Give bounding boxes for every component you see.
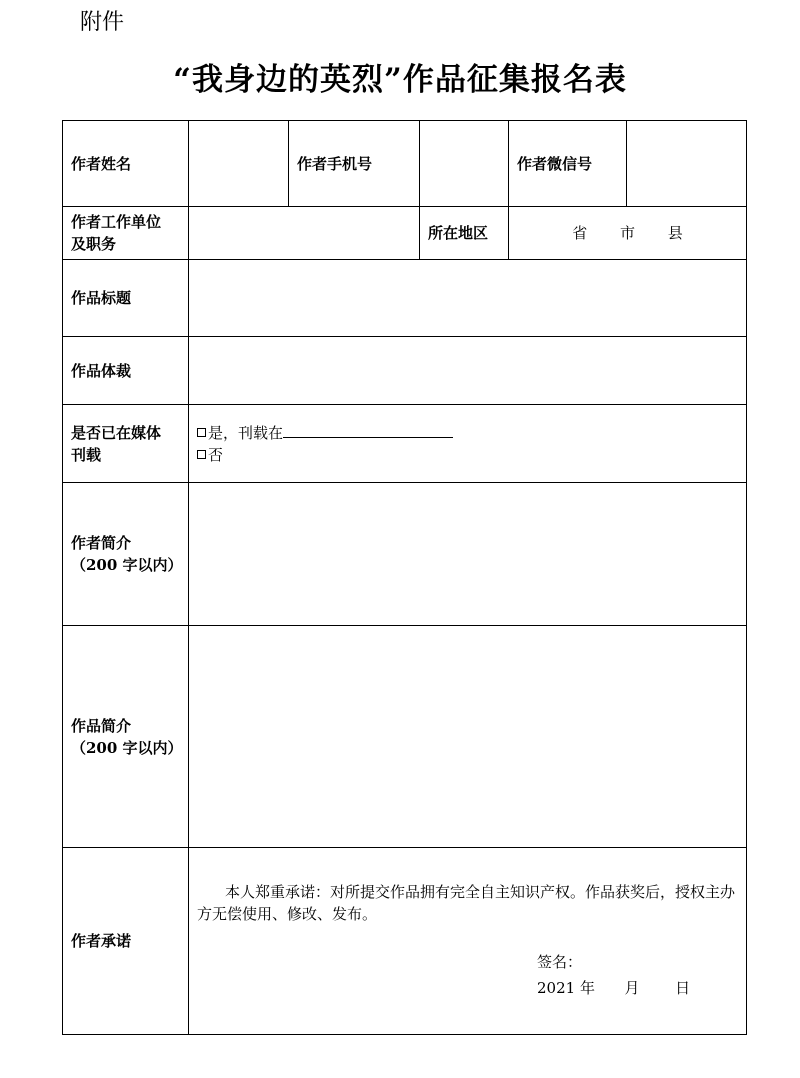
published-no-label: 否 bbox=[208, 445, 224, 464]
author-bio-field[interactable] bbox=[189, 483, 747, 626]
checkbox-icon[interactable] bbox=[197, 428, 206, 437]
published-label-line1: 是否已在媒体 bbox=[71, 423, 162, 442]
region-label: 所在地区 bbox=[420, 207, 509, 260]
date-year: 2021 年 bbox=[537, 979, 595, 997]
pledge-text: 本人郑重承诺：对所提交作品拥有完全自主知识产权。作品获奖后，授权主办方无偿使用、修改、发布。 bbox=[197, 883, 736, 923]
work-intro-label bbox=[63, 626, 189, 848]
row-work-genre bbox=[63, 337, 747, 405]
published-label-line2: 刊载 bbox=[71, 445, 102, 464]
published-yes-label: 是，刊载在 bbox=[208, 423, 284, 442]
author-work-label-line2: 及职务 bbox=[71, 235, 117, 253]
work-intro-field[interactable] bbox=[189, 626, 747, 848]
signature-date[interactable] bbox=[537, 975, 738, 1001]
signature-label[interactable]: 签名： bbox=[537, 953, 583, 971]
author-name-field[interactable] bbox=[189, 121, 289, 207]
row-author-work bbox=[63, 207, 747, 260]
work-title-field[interactable] bbox=[189, 260, 747, 337]
author-name-label: 作者姓名 bbox=[63, 121, 189, 207]
row-work-intro bbox=[63, 626, 747, 848]
author-work-label bbox=[63, 207, 189, 260]
work-genre-field[interactable] bbox=[189, 337, 747, 405]
region-field[interactable] bbox=[509, 207, 747, 260]
published-no-option[interactable] bbox=[197, 444, 738, 466]
author-work-field[interactable] bbox=[189, 207, 420, 260]
author-bio-limit: （200 字以内） bbox=[71, 556, 183, 574]
author-bio-label bbox=[63, 483, 189, 626]
date-day: 日 bbox=[675, 979, 691, 997]
work-intro-label-text: 作品简介 bbox=[71, 716, 132, 735]
published-yes-option[interactable] bbox=[197, 422, 738, 444]
row-author-bio bbox=[63, 483, 747, 626]
author-phone-label: 作者手机号 bbox=[289, 121, 420, 207]
author-wechat-label: 作者微信号 bbox=[509, 121, 627, 207]
signature-block bbox=[537, 949, 738, 1001]
author-phone-field[interactable] bbox=[420, 121, 509, 207]
pledge-label: 作者承诺 bbox=[63, 848, 189, 1035]
row-author-contact bbox=[63, 121, 747, 207]
region-city: 市 bbox=[619, 224, 635, 242]
work-title-label: 作品标题 bbox=[63, 260, 189, 337]
published-field bbox=[189, 405, 747, 483]
published-label bbox=[63, 405, 189, 483]
date-month: 月 bbox=[624, 979, 640, 997]
pledge-field bbox=[189, 848, 747, 1035]
attachment-label: 附件 bbox=[80, 10, 125, 35]
row-work-title bbox=[63, 260, 747, 337]
row-published bbox=[63, 405, 747, 483]
region-county: 县 bbox=[667, 224, 683, 242]
work-genre-label: 作品体裁 bbox=[63, 337, 189, 405]
author-work-label-line1: 作者工作单位 bbox=[71, 213, 162, 231]
checkbox-icon[interactable] bbox=[197, 450, 206, 459]
published-media-blank[interactable] bbox=[283, 423, 453, 438]
work-intro-limit: （200 字以内） bbox=[71, 738, 183, 757]
form-title: “我身边的英烈”作品征集报名表 bbox=[173, 62, 627, 98]
author-wechat-field[interactable] bbox=[627, 121, 747, 207]
author-bio-label-text: 作者简介 bbox=[71, 534, 132, 552]
region-province: 省 bbox=[572, 224, 588, 242]
registration-form bbox=[62, 120, 747, 1035]
row-pledge bbox=[63, 848, 747, 1035]
